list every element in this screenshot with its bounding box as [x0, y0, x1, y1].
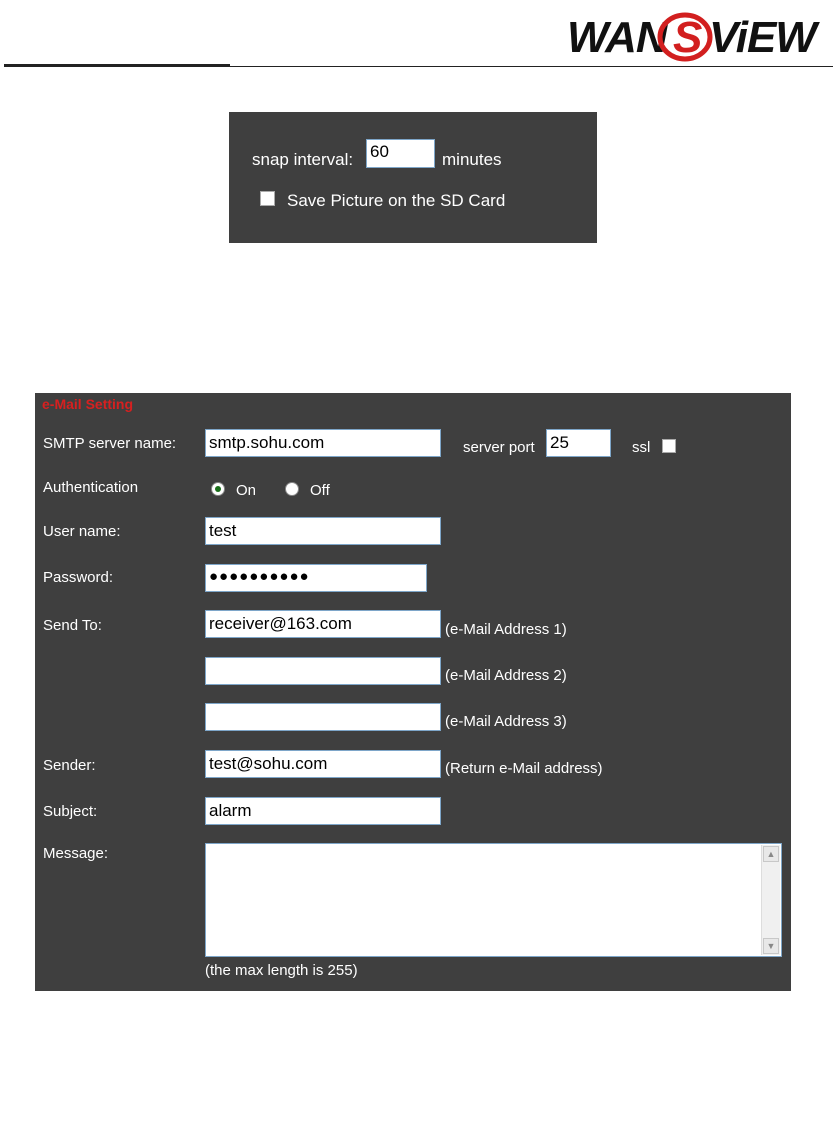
recipient-3-input[interactable] [205, 703, 441, 731]
subject-input[interactable]: alarm [205, 797, 441, 825]
recipient-3-note: (e-Mail Address 3) [445, 713, 567, 730]
auth-on-radio[interactable] [211, 482, 225, 496]
authentication-label: Authentication [43, 479, 139, 496]
user-name-label: User name: [43, 523, 121, 540]
wansview-logo-graphic [565, 6, 833, 64]
snap-panel [229, 112, 597, 243]
email-settings-title: e-Mail Setting [42, 396, 134, 412]
password-input[interactable]: ●●●●●●●●●● [205, 564, 427, 592]
ssl-label: ssl [632, 439, 651, 456]
sender-note: (Return e-Mail address) [445, 760, 603, 777]
recipient-2-input[interactable] [205, 657, 441, 685]
auth-on-label: On [236, 482, 257, 499]
wansview-logo [565, 6, 833, 64]
svg-text:S: S [673, 13, 703, 62]
email-settings-panel [35, 393, 791, 991]
snap-interval-input[interactable]: 60 [366, 139, 435, 168]
message-textarea[interactable] [205, 843, 782, 957]
server-port-label: server port [463, 439, 535, 456]
send-to-label: Send To: [43, 617, 102, 634]
smtp-server-input[interactable]: smtp.sohu.com [205, 429, 441, 457]
sender-label: Sender: [43, 757, 96, 774]
sender-input[interactable]: test@sohu.com [205, 750, 441, 778]
header-divider [4, 66, 833, 67]
scroll-down-icon[interactable]: ▼ [763, 938, 779, 954]
message-label: Message: [43, 845, 109, 862]
recipient-1-input[interactable]: receiver@163.com [205, 610, 441, 638]
svg-text:WAN: WAN [567, 13, 667, 62]
auth-off-radio[interactable] [285, 482, 299, 496]
snap-interval-label: snap interval: [252, 150, 354, 169]
smtp-server-label: SMTP server name: [43, 435, 177, 452]
password-label: Password: [43, 569, 114, 586]
auth-off-label: Off [310, 482, 330, 499]
recipient-1-note: (e-Mail Address 1) [445, 621, 567, 638]
svg-text:ViEW: ViEW [709, 13, 816, 62]
server-port-input[interactable]: 25 [546, 429, 611, 457]
save-sd-label: Save Picture on the SD Card [287, 191, 506, 210]
message-scrollbar[interactable] [761, 845, 780, 955]
user-name-input[interactable]: test [205, 517, 441, 545]
message-max-length-note: (the max length is 255) [205, 962, 358, 979]
subject-label: Subject: [43, 803, 98, 820]
save-sd-checkbox[interactable] [260, 191, 275, 206]
snap-interval-unit: minutes [442, 150, 502, 169]
ssl-checkbox[interactable] [662, 439, 676, 453]
scroll-up-icon[interactable]: ▲ [763, 846, 779, 862]
recipient-2-note: (e-Mail Address 2) [445, 667, 567, 684]
